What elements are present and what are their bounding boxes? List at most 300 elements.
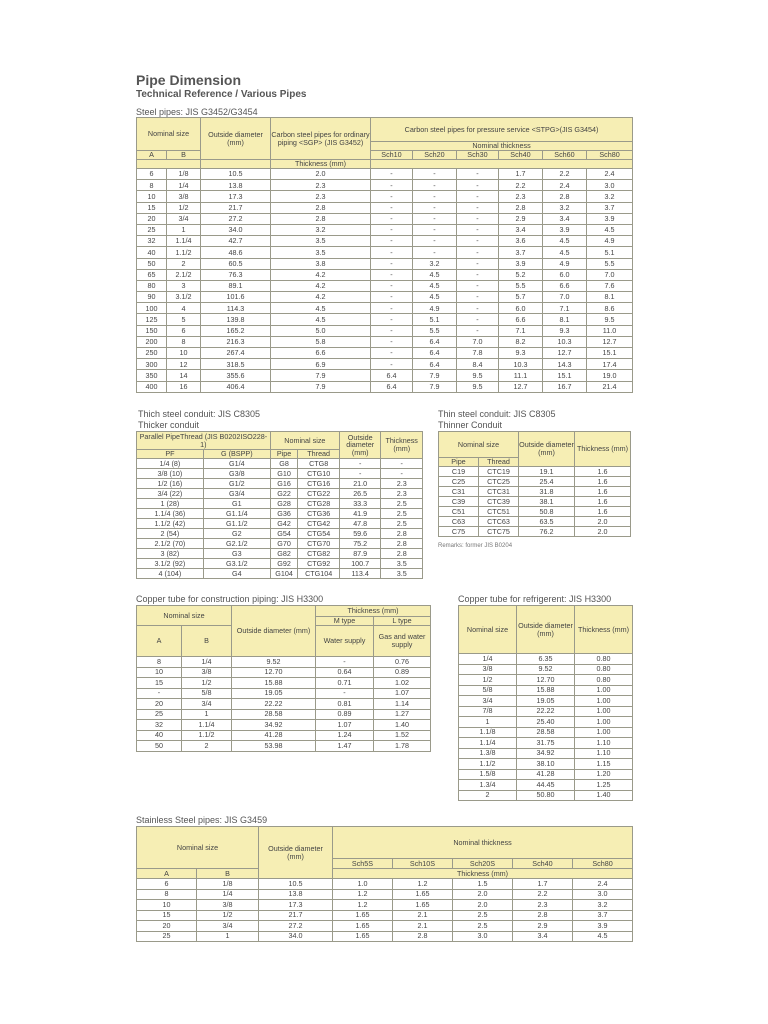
table-cell: 5.7 xyxy=(499,292,543,303)
table-cell: 3.9 xyxy=(587,213,633,224)
table-cell: 2.0 xyxy=(453,900,513,911)
table-cell: G1.1/4 xyxy=(203,509,270,519)
table-cell: 5/8 xyxy=(459,685,517,696)
table-cell: 6.0 xyxy=(543,269,587,280)
table-cell: 1/4 xyxy=(182,657,232,668)
steel-row xyxy=(137,169,633,180)
table-cell: 10.3 xyxy=(499,359,543,370)
table-cell: 2.8 xyxy=(513,910,573,921)
table-cell: 2.5 xyxy=(453,921,513,932)
table-cell: C19 xyxy=(439,467,479,477)
table-cell: - xyxy=(381,459,423,469)
table-cell: 27.2 xyxy=(201,213,271,224)
table-cell: 6.4 xyxy=(413,359,457,370)
table-cell: 25 xyxy=(137,224,167,235)
table-cell: 3.0 xyxy=(453,931,513,942)
table-cell: 42.7 xyxy=(201,236,271,247)
table-cell: 75.2 xyxy=(339,539,381,549)
copper-refrigerant-row xyxy=(459,769,633,780)
steel-h-outside-diameter: Outside diameter (mm) xyxy=(201,118,271,160)
table-cell: 7.9 xyxy=(271,381,371,392)
table-cell: 17.3 xyxy=(201,191,271,202)
table-cell: 8 xyxy=(137,889,197,900)
table-cell: 3.9 xyxy=(573,921,633,932)
table-cell: CTG16 xyxy=(298,479,340,489)
table-cell: 1.2 xyxy=(333,900,393,911)
steel-h-stpg: Carbon steel pipes for pressure service <STPG>(JIS G3454) xyxy=(371,118,633,142)
table-cell: 19.05 xyxy=(232,688,316,699)
table-cell: CTG82 xyxy=(298,549,340,559)
table-cell: 0.81 xyxy=(316,699,374,710)
table-cell: 2.2 xyxy=(513,889,573,900)
table-cell: 8.4 xyxy=(457,359,499,370)
table-cell: 19.0 xyxy=(587,370,633,381)
table-cell: 2.1/2 xyxy=(167,269,201,280)
table-cell: 12.7 xyxy=(499,381,543,392)
table-cell: 16 xyxy=(167,381,201,392)
table-cell: 9.5 xyxy=(457,381,499,392)
table-cell: 15.88 xyxy=(232,678,316,689)
table-cell: - xyxy=(457,258,499,269)
table-cell: 250 xyxy=(137,348,167,359)
table-cell: 1.6 xyxy=(575,507,631,517)
table-cell: 6.4 xyxy=(371,381,413,392)
table-cell: 48.6 xyxy=(201,247,271,258)
table-cell: 1.1/2 (42) xyxy=(137,519,204,529)
steel-h-sch80: Sch80 xyxy=(587,151,633,160)
table-cell: - xyxy=(457,236,499,247)
thick-conduit-row xyxy=(137,539,423,549)
thick-h-outside-diameter: Outside diameter (mm) xyxy=(339,432,381,459)
table-cell: 8 xyxy=(137,657,182,668)
copper-construction-row xyxy=(137,730,431,741)
table-cell: G92 xyxy=(270,559,298,569)
table-cell: - xyxy=(457,314,499,325)
table-cell: 1/8 xyxy=(167,169,201,180)
table-cell: 8 xyxy=(137,180,167,191)
table-cell: 7.1 xyxy=(543,303,587,314)
steel-row xyxy=(137,236,633,247)
table-cell: 1.2 xyxy=(333,889,393,900)
table-cell: 6.6 xyxy=(499,314,543,325)
table-cell: 5.1 xyxy=(413,314,457,325)
table-cell: 41.28 xyxy=(517,769,575,780)
table-cell: 2 xyxy=(167,258,201,269)
steel-row xyxy=(137,314,633,325)
table-cell: 6 xyxy=(167,325,201,336)
table-cell: 2.4 xyxy=(587,169,633,180)
steel-row xyxy=(137,325,633,336)
cc-h-mtype: M type xyxy=(316,617,374,626)
steel-row xyxy=(137,224,633,235)
table-cell: 5.0 xyxy=(271,325,371,336)
thin-conduit-row xyxy=(439,517,631,527)
table-cell: 34.0 xyxy=(259,931,333,942)
thin-conduit-row xyxy=(439,467,631,477)
ss-h-sch40: Sch40 xyxy=(513,859,573,869)
table-cell: 2.3 xyxy=(271,191,371,202)
table-cell: 32 xyxy=(137,720,182,731)
table-cell: - xyxy=(457,269,499,280)
table-cell: 1.52 xyxy=(374,730,431,741)
table-cell: 90 xyxy=(137,292,167,303)
thick-conduit-row xyxy=(137,499,423,509)
table-cell: 5.5 xyxy=(413,325,457,336)
table-cell: CTG54 xyxy=(298,529,340,539)
steel-h-a: A xyxy=(137,151,167,160)
table-cell: 2.8 xyxy=(393,931,453,942)
table-cell: 8 xyxy=(167,336,201,347)
table-cell: 7.9 xyxy=(271,370,371,381)
table-cell: 1.02 xyxy=(374,678,431,689)
table-cell: 1.40 xyxy=(374,720,431,731)
steel-h-sch40: Sch40 xyxy=(499,151,543,160)
table-cell: - xyxy=(457,303,499,314)
table-cell: 17.3 xyxy=(259,900,333,911)
table-cell: 3/8 xyxy=(459,664,517,675)
table-cell: 200 xyxy=(137,336,167,347)
table-cell: - xyxy=(457,325,499,336)
stainless-row xyxy=(137,879,633,890)
table-cell: 4.5 xyxy=(413,292,457,303)
table-cell: 12.70 xyxy=(517,675,575,686)
table-cell: 7.9 xyxy=(413,381,457,392)
table-cell: 9.3 xyxy=(499,348,543,359)
table-cell: CTC51 xyxy=(479,507,519,517)
table-cell: 6 xyxy=(137,879,197,890)
table-cell: 1.10 xyxy=(575,748,633,759)
table-cell: 7.0 xyxy=(587,269,633,280)
table-cell: 4 (104) xyxy=(137,569,204,579)
table-cell: 5/8 xyxy=(182,688,232,699)
copper-construction-row xyxy=(137,667,431,678)
page-subtitle: Technical Reference / Various Pipes xyxy=(136,89,307,100)
table-cell: G1/2 xyxy=(203,479,270,489)
table-cell: 0.80 xyxy=(575,664,633,675)
table-cell: 1.1/4 (36) xyxy=(137,509,204,519)
table-cell: 1.65 xyxy=(393,889,453,900)
ss-h-sch5s: Sch5S xyxy=(333,859,393,869)
table-cell: G42 xyxy=(270,519,298,529)
table-cell: 2.0 xyxy=(271,169,371,180)
table-cell: CTG36 xyxy=(298,509,340,519)
table-cell: 1/2 xyxy=(459,675,517,686)
table-cell: 6.4 xyxy=(371,370,413,381)
copper-construction-caption: Copper tube for construction piping: JIS H3300 xyxy=(136,594,324,604)
table-cell: 6.35 xyxy=(517,654,575,665)
table-cell: 1/4 xyxy=(167,180,201,191)
table-cell: 3.4 xyxy=(499,224,543,235)
ss-h-a: A xyxy=(137,869,197,879)
table-cell: G1/4 xyxy=(203,459,270,469)
table-cell: 3.0 xyxy=(587,180,633,191)
table-cell: 4.5 xyxy=(413,269,457,280)
table-cell: G2 xyxy=(203,529,270,539)
table-cell: - xyxy=(413,224,457,235)
steel-row xyxy=(137,213,633,224)
thin-conduit-row xyxy=(439,497,631,507)
table-cell: 3.7 xyxy=(587,202,633,213)
table-cell: 10 xyxy=(137,667,182,678)
steel-row xyxy=(137,336,633,347)
thick-h-parallel-thread: Parallel PipeThread (JIS B0202ISO228-1) xyxy=(137,432,271,450)
table-cell: 1 xyxy=(459,717,517,728)
table-cell: 1.47 xyxy=(316,741,374,752)
table-cell: 13.8 xyxy=(259,889,333,900)
ss-h-nominal-size: Nominal size xyxy=(137,827,259,869)
copper-construction-row xyxy=(137,657,431,668)
table-cell: G82 xyxy=(270,549,298,559)
copper-refrigerant-row xyxy=(459,675,633,686)
table-cell: 3.8 xyxy=(271,258,371,269)
steel-row xyxy=(137,303,633,314)
table-cell: 2.5 xyxy=(381,499,423,509)
table-cell: 1.7 xyxy=(499,169,543,180)
table-cell: 25 xyxy=(137,709,182,720)
copper-refrigerant-row xyxy=(459,685,633,696)
table-cell: - xyxy=(371,336,413,347)
table-cell: 21.0 xyxy=(339,479,381,489)
table-cell: 33.3 xyxy=(339,499,381,509)
thick-conduit-table xyxy=(136,431,423,579)
table-cell: 15 xyxy=(137,910,197,921)
table-cell: 44.45 xyxy=(517,780,575,791)
thick-conduit-row xyxy=(137,509,423,519)
table-cell: 3.6 xyxy=(499,236,543,247)
stainless-caption: Stainless Steel pipes: JIS G3459 xyxy=(136,815,268,825)
table-cell: 2.0 xyxy=(575,517,631,527)
stainless-row xyxy=(137,910,633,921)
table-cell: 1.2 xyxy=(393,879,453,890)
table-cell: 1.07 xyxy=(316,720,374,731)
table-cell: - xyxy=(339,469,381,479)
table-cell: 76.3 xyxy=(201,269,271,280)
table-cell: 1/4 xyxy=(197,889,259,900)
table-cell: 8.6 xyxy=(587,303,633,314)
table-cell: 50 xyxy=(137,741,182,752)
table-cell: 4.5 xyxy=(587,224,633,235)
cc-h-thickness: Thickness (mm) xyxy=(316,606,431,617)
table-cell: 7.0 xyxy=(543,292,587,303)
table-cell: 4.5 xyxy=(413,280,457,291)
table-cell: - xyxy=(413,169,457,180)
table-cell: - xyxy=(371,236,413,247)
table-cell: 1 xyxy=(197,931,259,942)
table-cell: 4.2 xyxy=(271,269,371,280)
thin-conduit-row xyxy=(439,507,631,517)
table-cell: 3.5 xyxy=(381,559,423,569)
table-cell: G8 xyxy=(270,459,298,469)
table-cell: - xyxy=(371,348,413,359)
table-cell: 1.5/8 xyxy=(459,769,517,780)
table-cell: 5.8 xyxy=(271,336,371,347)
table-cell: 31.8 xyxy=(519,487,575,497)
table-cell: - xyxy=(413,202,457,213)
table-cell: 1 xyxy=(167,224,201,235)
stainless-row xyxy=(137,921,633,932)
table-cell: 114.3 xyxy=(201,303,271,314)
table-cell: - xyxy=(137,688,182,699)
steel-row xyxy=(137,370,633,381)
table-cell: 1/8 xyxy=(197,879,259,890)
table-cell: 2.5 xyxy=(381,509,423,519)
steel-row xyxy=(137,202,633,213)
thick-conduit-row xyxy=(137,569,423,579)
table-cell: G2.1/2 xyxy=(203,539,270,549)
cr-h-nominal-size: Nominal size xyxy=(459,606,517,654)
table-cell: 4.9 xyxy=(587,236,633,247)
steel-h-nominal-thickness: Nominal thickness xyxy=(371,142,633,151)
table-cell: 21.4 xyxy=(587,381,633,392)
table-cell: CTG92 xyxy=(298,559,340,569)
table-cell: C51 xyxy=(439,507,479,517)
table-cell: 1.6 xyxy=(575,467,631,477)
table-cell: 3.1/2 xyxy=(167,292,201,303)
table-cell: - xyxy=(457,247,499,258)
table-cell: 1.1/4 xyxy=(459,738,517,749)
cc-h-a: A xyxy=(137,626,182,657)
table-cell: 1/2 xyxy=(167,202,201,213)
table-cell: 20 xyxy=(137,699,182,710)
steel-h-thickness: Thickness (mm) xyxy=(271,160,371,169)
table-cell: 6.6 xyxy=(543,280,587,291)
ss-h-thickness: Thickness (mm) xyxy=(333,869,633,879)
ss-h-nominal-thickness: Nominal thickness xyxy=(333,827,633,859)
table-cell: 3/4 xyxy=(459,696,517,707)
table-cell: 2.8 xyxy=(271,202,371,213)
table-cell: 3.5 xyxy=(271,236,371,247)
table-cell: 7.6 xyxy=(587,280,633,291)
copper-construction-row xyxy=(137,699,431,710)
table-cell: 21.7 xyxy=(201,202,271,213)
thin-h-outside-diameter: Outside diameter (mm) xyxy=(519,432,575,467)
table-cell: 6.6 xyxy=(271,348,371,359)
table-cell: 20 xyxy=(137,213,167,224)
table-cell: 4.2 xyxy=(271,292,371,303)
table-cell: 113.4 xyxy=(339,569,381,579)
table-cell: CTG104 xyxy=(298,569,340,579)
table-cell: 1.27 xyxy=(374,709,431,720)
table-cell: 10.5 xyxy=(201,169,271,180)
thin-conduit-remarks: Remarks: former JIS B0204 xyxy=(438,543,513,549)
table-cell: 32 xyxy=(137,236,167,247)
table-cell: 6.4 xyxy=(413,336,457,347)
table-cell: 3/8 xyxy=(167,191,201,202)
table-cell: 1.1/4 xyxy=(167,236,201,247)
table-cell: 0.71 xyxy=(316,678,374,689)
table-cell: 7/8 xyxy=(459,706,517,717)
table-cell: 1.65 xyxy=(333,910,393,921)
steel-pipes-table xyxy=(136,117,633,393)
table-cell: CTC39 xyxy=(479,497,519,507)
thin-conduit-row xyxy=(439,477,631,487)
steel-h-sgp: Carbon steel pipes for ordinary piping <SGP> (JIS G3452) xyxy=(271,118,371,160)
table-cell: 1.14 xyxy=(374,699,431,710)
table-cell: G70 xyxy=(270,539,298,549)
table-cell: 12.7 xyxy=(543,348,587,359)
table-cell: 2.9 xyxy=(499,213,543,224)
table-cell: 7.9 xyxy=(413,370,457,381)
steel-h-sch10: Sch10 xyxy=(371,151,413,160)
table-cell: 3/8 (10) xyxy=(137,469,204,479)
ss-h-sch20s: Sch20S xyxy=(453,859,513,869)
table-cell: 3.9 xyxy=(543,224,587,235)
table-cell: 76.2 xyxy=(519,527,575,537)
table-cell: 1.00 xyxy=(575,717,633,728)
table-cell: 1.00 xyxy=(575,685,633,696)
table-cell: 1.5 xyxy=(453,879,513,890)
table-cell: 3/8 xyxy=(197,900,259,911)
table-cell: 1.20 xyxy=(575,769,633,780)
thick-conduit-subcaption: Thicker conduit xyxy=(138,420,200,430)
table-cell: 19.05 xyxy=(517,696,575,707)
table-cell: 4.9 xyxy=(413,303,457,314)
table-cell: CTC63 xyxy=(479,517,519,527)
table-cell: 60.5 xyxy=(201,258,271,269)
cc-h-water: Water supply xyxy=(316,626,374,657)
copper-refrigerant-row xyxy=(459,790,633,801)
table-cell: - xyxy=(457,280,499,291)
table-cell: 300 xyxy=(137,359,167,370)
table-cell: 17.4 xyxy=(587,359,633,370)
table-cell: C25 xyxy=(439,477,479,487)
table-cell: CTG10 xyxy=(298,469,340,479)
table-cell: CTG28 xyxy=(298,499,340,509)
table-cell: 28.58 xyxy=(517,727,575,738)
table-cell: CTG8 xyxy=(298,459,340,469)
thick-conduit-row xyxy=(137,459,423,469)
table-cell: 4 xyxy=(167,303,201,314)
table-cell: 1.1/2 xyxy=(167,247,201,258)
table-cell: - xyxy=(371,247,413,258)
thick-conduit-caption: Thich steel conduit: JIS C8305 xyxy=(138,409,261,419)
steel-h-sch20: Sch20 xyxy=(413,151,457,160)
table-cell: 2.3 xyxy=(513,900,573,911)
copper-refrigerant-row xyxy=(459,738,633,749)
table-cell: 400 xyxy=(137,381,167,392)
thin-conduit-row xyxy=(439,527,631,537)
copper-construction-row xyxy=(137,720,431,731)
table-cell: 22.22 xyxy=(232,699,316,710)
copper-refrigerant-row xyxy=(459,780,633,791)
stainless-row xyxy=(137,900,633,911)
table-cell: 3 (82) xyxy=(137,549,204,559)
thin-conduit-row xyxy=(439,487,631,497)
table-cell: 1.3/4 xyxy=(459,780,517,791)
table-cell: 1.6 xyxy=(575,497,631,507)
table-cell: 4.5 xyxy=(271,314,371,325)
table-cell: 3.5 xyxy=(271,247,371,258)
table-cell: CTC25 xyxy=(479,477,519,487)
steel-row xyxy=(137,258,633,269)
table-cell: 22.22 xyxy=(517,706,575,717)
table-cell: 15 xyxy=(137,202,167,213)
table-cell: 1/2 (16) xyxy=(137,479,204,489)
table-cell: 41.28 xyxy=(232,730,316,741)
table-cell: G36 xyxy=(270,509,298,519)
table-cell: 3.7 xyxy=(499,247,543,258)
table-cell: C75 xyxy=(439,527,479,537)
table-cell: 2.8 xyxy=(543,191,587,202)
table-cell: 47.8 xyxy=(339,519,381,529)
table-cell: 2.3 xyxy=(381,489,423,499)
table-cell: 1/2 xyxy=(197,910,259,921)
table-cell: 14 xyxy=(167,370,201,381)
table-cell: 25.40 xyxy=(517,717,575,728)
table-cell: CTC75 xyxy=(479,527,519,537)
thick-h-thickness: Thickness (mm) xyxy=(381,432,423,459)
table-cell: 14.3 xyxy=(543,359,587,370)
